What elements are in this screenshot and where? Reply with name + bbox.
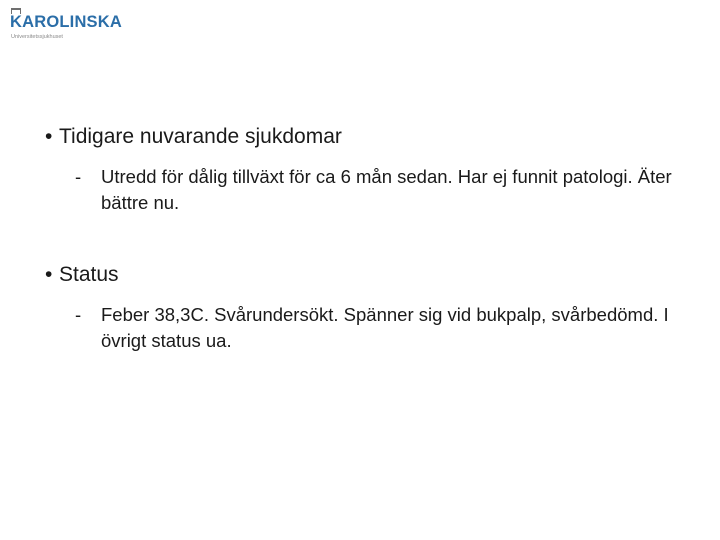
heading-text: Tidigare nuvarande sjukdomar bbox=[59, 125, 342, 148]
bullet-icon: • bbox=[45, 263, 53, 286]
dash-icon: - bbox=[75, 166, 82, 187]
subitem-text: Utredd för dålig tillväxt för ca 6 mån sedan. Har ej funnit patologi. Äter bättre nu. bbox=[101, 166, 672, 213]
dash-icon: - bbox=[75, 304, 82, 325]
logo-name: KAROLINSKA bbox=[10, 13, 122, 31]
heading-text: Status bbox=[59, 263, 119, 286]
subitem-text: Feber 38,3C. Svårundersökt. Spänner sig vid bukpalp, svårbedömd. I övrigt status ua. bbox=[101, 304, 669, 351]
bullet-heading-status bbox=[45, 262, 119, 288]
bullet-icon: • bbox=[45, 125, 53, 148]
bullet-heading-history bbox=[45, 124, 342, 150]
logo-subtitle: Universitetssjukhuset bbox=[11, 34, 63, 40]
subitem-history bbox=[75, 164, 675, 216]
subitem-status bbox=[75, 302, 675, 354]
